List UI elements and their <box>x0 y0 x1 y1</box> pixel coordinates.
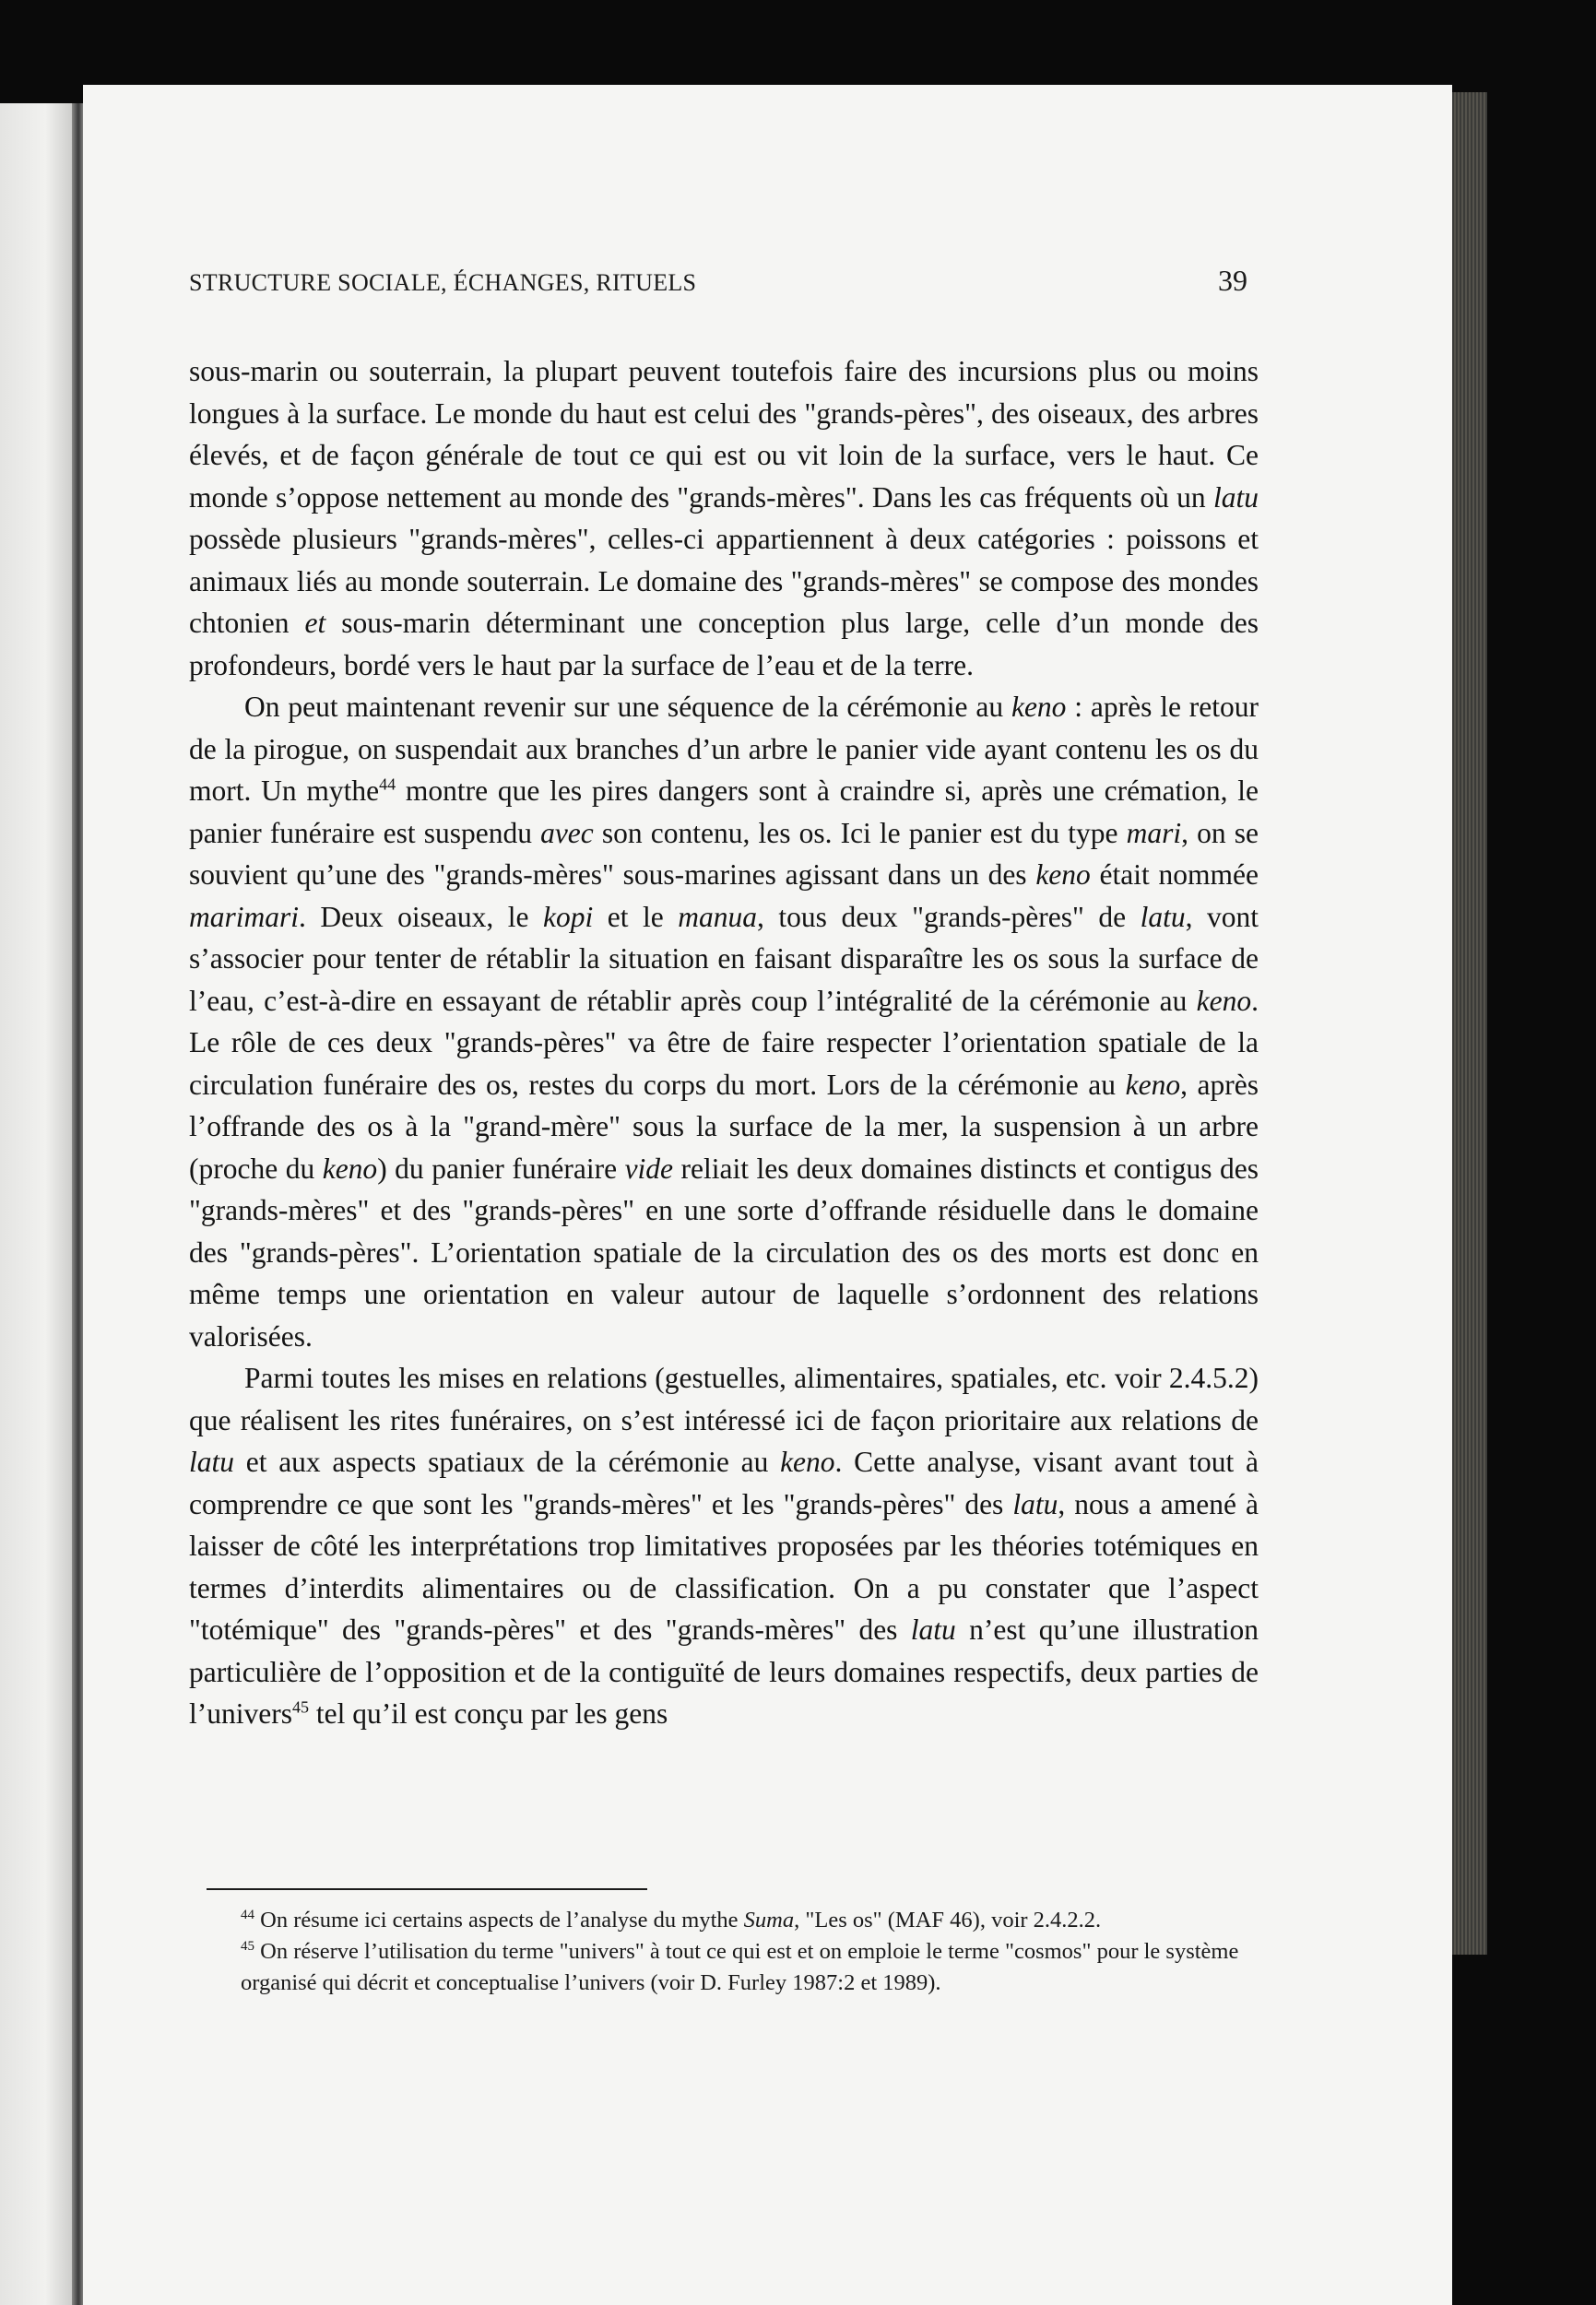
italic-term: keno <box>1196 984 1252 1017</box>
italic-term: marimari <box>189 900 300 933</box>
italic-term: keno <box>1011 691 1067 723</box>
italic-term: Suma <box>743 1908 795 1933</box>
italic-term: keno <box>1125 1068 1181 1101</box>
italic-term: vide <box>624 1152 674 1185</box>
text-run: , nous a amené à laisser de côté les interprétations trop limitatives proposées par les théories totémiques en termes d’interdits alimentaires ou de classification. On a pu constater que l’aspect "totémique" des "grands-pères" et des "grands-mères" des <box>189 1487 1259 1646</box>
text-run: . Deux oiseaux, le <box>299 900 544 933</box>
text-run: Parmi toutes les mises en relations (gestuelles, alimentaires, spatiales, etc. voir 2.4.5.2) que réalisent les rites funéraires, on s’est intéressé ici de façon prioritaire aux relations de <box>189 1362 1259 1436</box>
footnote-ref: 45 <box>291 1697 309 1717</box>
italic-term: avec <box>540 816 594 849</box>
italic-term: mari <box>1126 816 1182 849</box>
text-run: , tous deux "grands-pères" de <box>757 900 1141 933</box>
text-run: tel qu’il est conçu par les gens <box>308 1697 668 1730</box>
text-run: montre que les pires dangers sont à craindre si, après une crémation, le panier funéraire est suspendu <box>189 774 1259 849</box>
text-run: . Cette analyse, visant avant tout à comprendre ce que sont les "grands-mères" et les "grands-pères" des <box>189 1446 1259 1520</box>
text-run: , vont s’associer pour tenter de rétablir la situation en faisant disparaître les os sous la surface de l’eau, c’est-à-dire en essayant de rétablir après coup l’intégralité de la cérémonie au <box>189 900 1259 1017</box>
text-run: et aux aspects spatiaux de la cérémonie au <box>234 1446 781 1478</box>
footnote-number: 45 <box>241 1938 254 1954</box>
body-text <box>189 350 1259 1735</box>
footnotes <box>207 1905 1277 1999</box>
text-run: était nommée <box>1090 858 1259 891</box>
text-run: son contenu, les os. Ici le panier est du type <box>593 816 1127 849</box>
italic-term: latu <box>189 1446 235 1478</box>
text-run: n’est qu’une illustration particulière de l’opposition et de la contiguïté de leurs domaines respectifs, deux parties de l’univers <box>189 1614 1259 1730</box>
footnote-ref: 44 <box>379 774 396 794</box>
running-head: STRUCTURE SOCIALE, ÉCHANGES, RITUELS <box>189 269 697 296</box>
italic-term: keno <box>322 1152 378 1185</box>
paragraph <box>189 686 1259 1357</box>
text-run: sous-marin ou souterrain, la plupart peuvent toutefois faire des incursions plus ou moins longues à la surface. Le monde du haut est celui des "grands-pères", des oiseaux, des arbres élevés, et de façon générale de tout ce qui est ou vit loin de la surface, vers le haut. Ce monde s’oppose nettement au monde des "grands-mères". Dans les cas fréquents où un <box>189 355 1259 514</box>
text-run: On réserve l’utilisation du terme "univers" à tout ce qui est et on emploie le terme "cosmos" pour le système organisé qui décrit et conceptualise l’univers (voir D. Furley 1987:2 et 1989). <box>241 1939 1239 1995</box>
text-run: . Le rôle de ces deux "grands-pères" va être de faire respecter l’orientation spatiale de la circulation funéraire des os, restes du corps du mort. Lors de la cérémonie au <box>189 984 1259 1101</box>
paragraph <box>189 350 1259 686</box>
text-run: On résume ici certains aspects de l’analyse du mythe <box>260 1908 744 1933</box>
footnote <box>207 1936 1277 1999</box>
paragraph <box>189 1357 1259 1735</box>
text-run: ) du panier funéraire <box>377 1152 625 1185</box>
page-stack-edge <box>1452 92 1487 1955</box>
italic-term: et <box>304 607 326 639</box>
text-run: , après l’offrande des os à la "grand-mère" sous la surface de la mer, la suspension à un arbre (proche du <box>189 1068 1259 1185</box>
footnote <box>207 1905 1277 1936</box>
italic-term: keno <box>1035 858 1091 891</box>
facing-page-edge <box>0 103 76 2305</box>
italic-term: latu <box>1212 480 1259 514</box>
italic-term: keno <box>780 1446 835 1478</box>
text-run: : après le retour de la pirogue, on suspendait aux branches d’un arbre le panier vide ayant contenu les os du mort. Un mythe <box>189 691 1259 807</box>
text-run: reliait les deux domaines distincts et contigus des "grands-mères" et des "grands-pères" en une sorte d’offrande résiduelle dans le domaine des "grands-pères". L’orientation spatiale de la circulation des os des morts est donc en même temps une orientation en valeur autour de laquelle s’ordonnent des relations valorisées. <box>189 1152 1259 1353</box>
text-run: et le <box>593 900 679 933</box>
italic-term: manua <box>678 900 758 933</box>
text-run: , "Les os" (MAF 46), voir 2.4.2.2. <box>794 1908 1102 1933</box>
text-run: possède plusieurs "grands-mères", celles-ci appartiennent à deux catégories : poissons et animaux liés au monde souterrain. Le domaine des "grands-mères" se compose des mondes chtonien <box>189 523 1259 639</box>
text-run: sous-marin déterminant une conception plus large, celle d’un monde des profondeurs, bordé vers le haut par la surface de l’eau et de la terre. <box>189 607 1259 681</box>
text-run: On peut maintenant revenir sur une séquence de la cérémonie au <box>244 691 1011 723</box>
italic-term: latu <box>1012 1487 1058 1520</box>
italic-term: kopi <box>543 900 594 933</box>
italic-term: latu <box>1140 900 1186 933</box>
italic-term: latu <box>910 1614 956 1646</box>
footnote-number: 44 <box>241 1907 254 1922</box>
page-number: 39 <box>1218 264 1247 297</box>
text-run: , on se souvient qu’une des "grands-mères" sous-marines agissant dans un des <box>189 816 1259 891</box>
footnote-rule <box>207 1888 647 1890</box>
